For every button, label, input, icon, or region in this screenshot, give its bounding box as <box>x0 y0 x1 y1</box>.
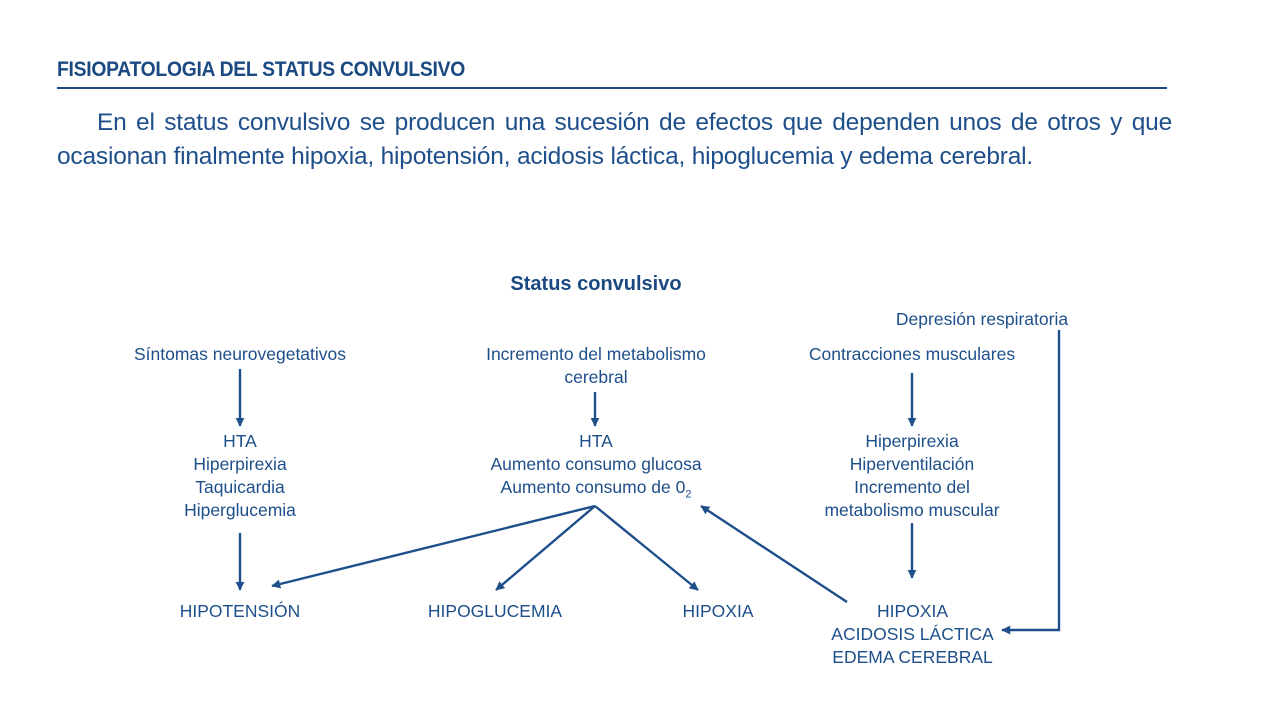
node-line: HIPOXIA <box>877 601 948 621</box>
node-line: Aumento consumo glucosa <box>490 454 702 474</box>
node-line: metabolismo muscular <box>824 500 1000 520</box>
node-hipoglucemia: HIPOGLUCEMIA <box>427 601 563 621</box>
arrow-center-to-hipoxia <box>595 506 698 590</box>
arrow-hipoxia-group-to-center <box>701 506 847 602</box>
node-line: EDEMA CEREBRAL <box>832 647 993 667</box>
intro-paragraph: En el status convulsivo se producen una sucesión de efectos que dependen unos de otros y que ocasionan finalmente hipoxia, hipotensión, acidosis láctica, hipoglucemia y edema cerebral. <box>57 109 1172 170</box>
node-line: Hiperpirexia <box>865 431 959 451</box>
node-line: HTA <box>579 431 613 451</box>
node-line: HTA <box>223 431 257 451</box>
node-depresion-respiratoria: Depresión respiratoria <box>895 309 1069 329</box>
arrow-depresion-to-acidosis <box>1002 330 1059 630</box>
node-hipoxia: HIPOXIA <box>682 601 754 621</box>
o2-subscript: 2 <box>685 488 692 501</box>
node-line: Incremento del metabolismo <box>486 344 706 364</box>
node-line: Hiperpirexia <box>193 454 287 474</box>
node-line: Taquicardia <box>195 477 285 497</box>
section-heading: FISIOPATOLOGIA DEL STATUS CONVULSIVO <box>57 58 465 81</box>
o2-text: Aumento consumo de 0 <box>500 477 686 497</box>
node-line: Incremento del <box>854 477 970 497</box>
diagram-title: Status convulsivo <box>510 273 682 295</box>
node-contracciones-musculares: Contracciones musculares <box>808 344 1016 364</box>
node-hipotension: HIPOTENSIÓN <box>179 601 301 621</box>
node-line: cerebral <box>564 367 628 387</box>
node-line: Hiperglucemia <box>184 500 296 520</box>
node-line: Hiperventilación <box>849 454 975 474</box>
node-sintomas-neurovegetativos: Síntomas neurovegetativos <box>133 344 347 364</box>
node-line: ACIDOSIS LÁCTICA <box>831 624 994 644</box>
